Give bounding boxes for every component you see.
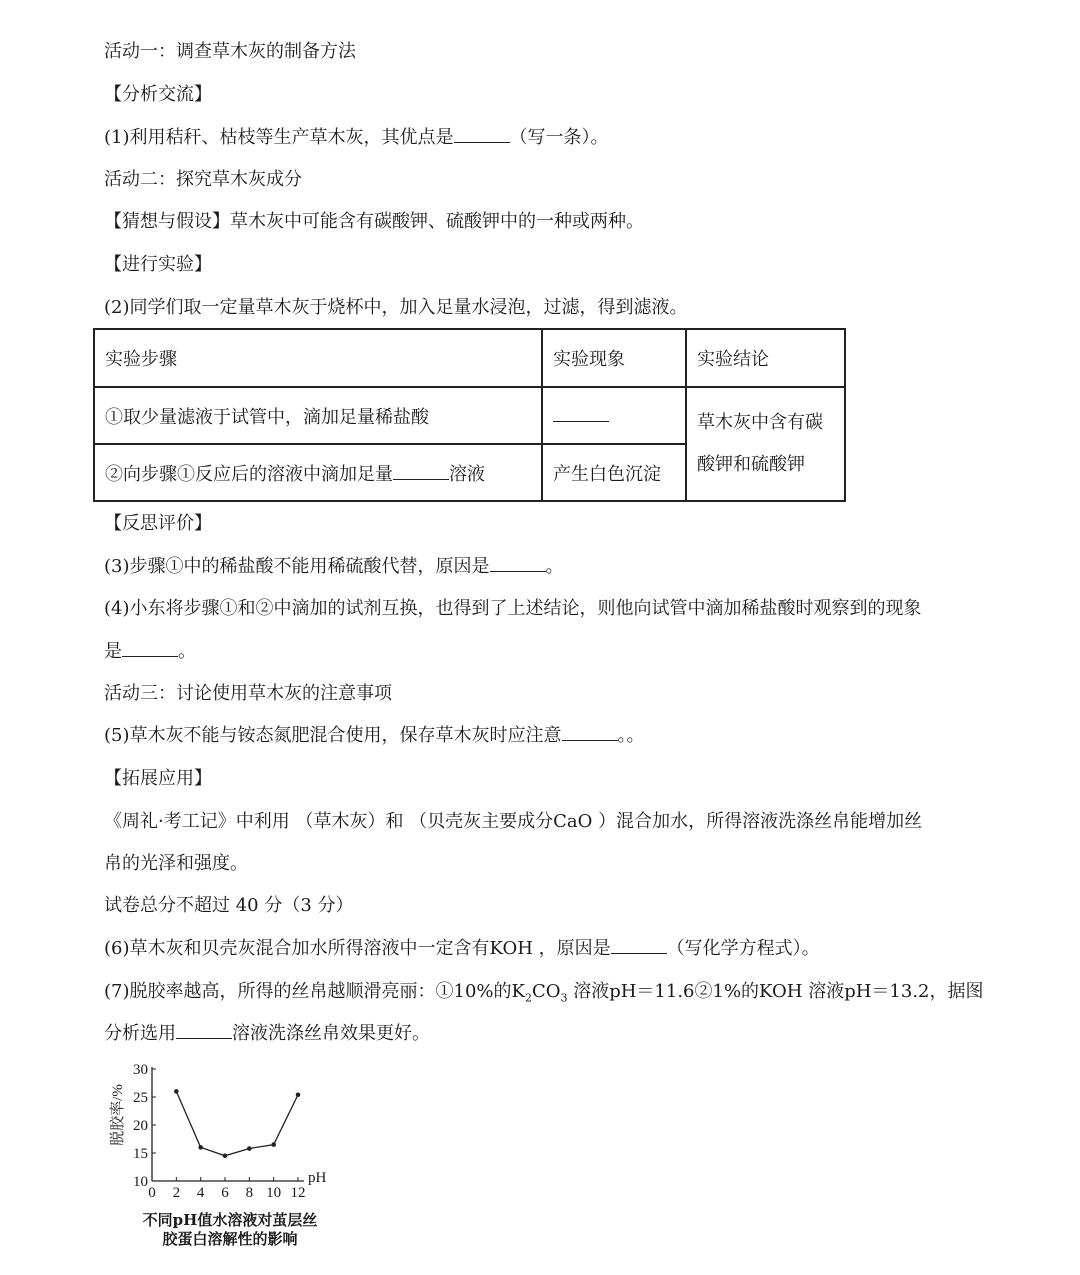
row1-phenomenon [542, 387, 686, 444]
q6-text-end: （写化学方程式）。 [666, 938, 820, 959]
q7-text-a: (7)脱胶率越高，所得的丝帛越顺滑亮丽：①10%的K [104, 981, 525, 1002]
reflection-header: 【反思评价】 [104, 513, 212, 534]
q7-text-b: CO [531, 981, 561, 1002]
data-point [247, 1146, 252, 1151]
experiment-header: 【进行实验】 [104, 254, 212, 275]
analysis-header: 【分析交流】 [104, 84, 212, 105]
q7-text-c: 溶液pH＝11.6②1%的KOH 溶液pH＝13.2，据图 [567, 981, 984, 1002]
chart-caption-line-1: 不同pH值水溶液对茧层丝 [142, 1211, 318, 1229]
header-step: 实验步骤 [94, 329, 542, 387]
q3-text: (3)步骤①中的稀盐酸不能用稀硫酸代替，原因是 [104, 556, 490, 577]
question-7-line1 [104, 980, 984, 1011]
x-tick-label: 6 [221, 1185, 229, 1201]
table-row [94, 387, 845, 444]
data-point [223, 1154, 228, 1159]
row2-step-text: ②向步骤①反应后的溶液中滴加足量 [105, 463, 393, 485]
x-tick-label: 2 [172, 1185, 181, 1201]
q6-answer-blank[interactable] [611, 937, 667, 954]
q3-text-end: 。 [545, 556, 564, 577]
y-axis-label: 脱胶率/% [110, 1084, 126, 1146]
x-tick-label: 8 [245, 1185, 254, 1201]
data-series-line [176, 1091, 298, 1155]
q1-text-end: （写一条）。 [509, 127, 609, 148]
q7-answer-blank[interactable] [176, 1022, 232, 1039]
extension-line-2: 帛的光泽和强度。 [104, 853, 248, 874]
q6-text: (6)草木灰和贝壳灰混合加水所得溶液中一定含有KOH ，原因是 [104, 938, 611, 959]
q7-text-d: 分析选用 [104, 1023, 176, 1044]
q4-answer-blank[interactable] [122, 640, 178, 657]
x-tick-label: 12 [290, 1185, 306, 1201]
x-tick-label: 4 [196, 1185, 205, 1201]
q7-subscript-2: 2 [524, 991, 532, 1005]
conclusion-line-1: 草木灰中含有碳 [697, 412, 823, 433]
row2-step [94, 444, 542, 501]
q5-text-end: 。。 [617, 725, 645, 746]
question-6 [104, 937, 820, 961]
extension-header: 【拓展应用】 [104, 768, 212, 789]
y-tick-label: 15 [133, 1146, 148, 1162]
activity1-heading: 活动一：调查草木灰的制备方法 [104, 41, 356, 62]
score-note: 试卷总分不超过 40 分（3 分） [104, 895, 354, 916]
chart-caption-line-2: 胶蛋白溶解性的影响 [162, 1230, 298, 1248]
y-tick-label: 30 [133, 1062, 148, 1078]
question-5 [104, 724, 645, 748]
y-tick-label: 10 [133, 1174, 148, 1190]
hypothesis-line: 【猜想与假设】草木灰中可能含有碳酸钾、硫酸钾中的一种或两种。 [104, 211, 644, 232]
conclusion-line-2: 酸钾和硫酸钾 [697, 454, 805, 475]
degumming-rate-chart [100, 1055, 340, 1210]
data-point [174, 1089, 179, 1094]
q1-answer-blank[interactable] [454, 126, 510, 143]
row1-phenomenon-blank[interactable] [553, 405, 609, 422]
extension-line-1: 《周礼·考工记》中利用 （草木灰）和 （贝壳灰主要成分CaO ）混合加水，所得溶液洗涤丝帛能增加丝 [104, 811, 923, 832]
question-3 [104, 555, 564, 579]
q5-answer-blank[interactable] [562, 724, 618, 741]
row1-step: ①取少量滤液于试管中，滴加足量稀盐酸 [94, 387, 542, 444]
question-2: (2)同学们取一定量草木灰于烧杯中，加入足量水浸泡，过滤，得到滤液。 [104, 297, 688, 318]
table-header-row [94, 329, 845, 387]
data-point [198, 1145, 203, 1150]
q1-text: (1)利用秸秆、枯枝等生产草木灰，其优点是 [104, 127, 454, 148]
activity2-heading: 活动二：探究草木灰成分 [104, 169, 302, 190]
data-point [296, 1092, 301, 1097]
conclusion-cell [686, 387, 845, 501]
q3-answer-blank[interactable] [490, 555, 546, 572]
question-7-line2 [104, 1022, 430, 1046]
q4-text-end: 。 [178, 641, 196, 662]
data-point [271, 1142, 276, 1147]
row2-reagent-blank[interactable] [393, 463, 449, 480]
row2-step-end: 溶液 [449, 463, 485, 485]
x-tick-label: 10 [266, 1185, 282, 1201]
q7-subscript-3: 3 [560, 991, 568, 1005]
q7-text-e: 溶液洗涤丝帛效果更好。 [232, 1023, 430, 1044]
activity3-heading: 活动三：讨论使用草木灰的注意事项 [104, 683, 392, 704]
experiment-table [93, 328, 846, 502]
header-phenomenon: 实验现象 [542, 329, 686, 387]
question-4-line1: (4)小东将步骤①和②中滴加的试剂互换，也得到了上述结论，则他向试管中滴加稀盐酸时观察到的现象 [104, 598, 922, 619]
header-conclusion: 实验结论 [686, 329, 845, 387]
question-4-line2 [104, 640, 196, 664]
q5-text: (5)草木灰不能与铵态氮肥混合使用，保存草木灰时应注意 [104, 725, 562, 746]
x-tick-label: 0 [148, 1185, 156, 1201]
y-tick-label: 25 [133, 1090, 148, 1106]
q4-text: 是 [104, 641, 122, 662]
question-1 [104, 126, 609, 150]
y-tick-label: 20 [133, 1118, 148, 1134]
row2-phenomenon: 产生白色沉淀 [542, 444, 686, 501]
x-axis-label: pH [308, 1170, 327, 1186]
